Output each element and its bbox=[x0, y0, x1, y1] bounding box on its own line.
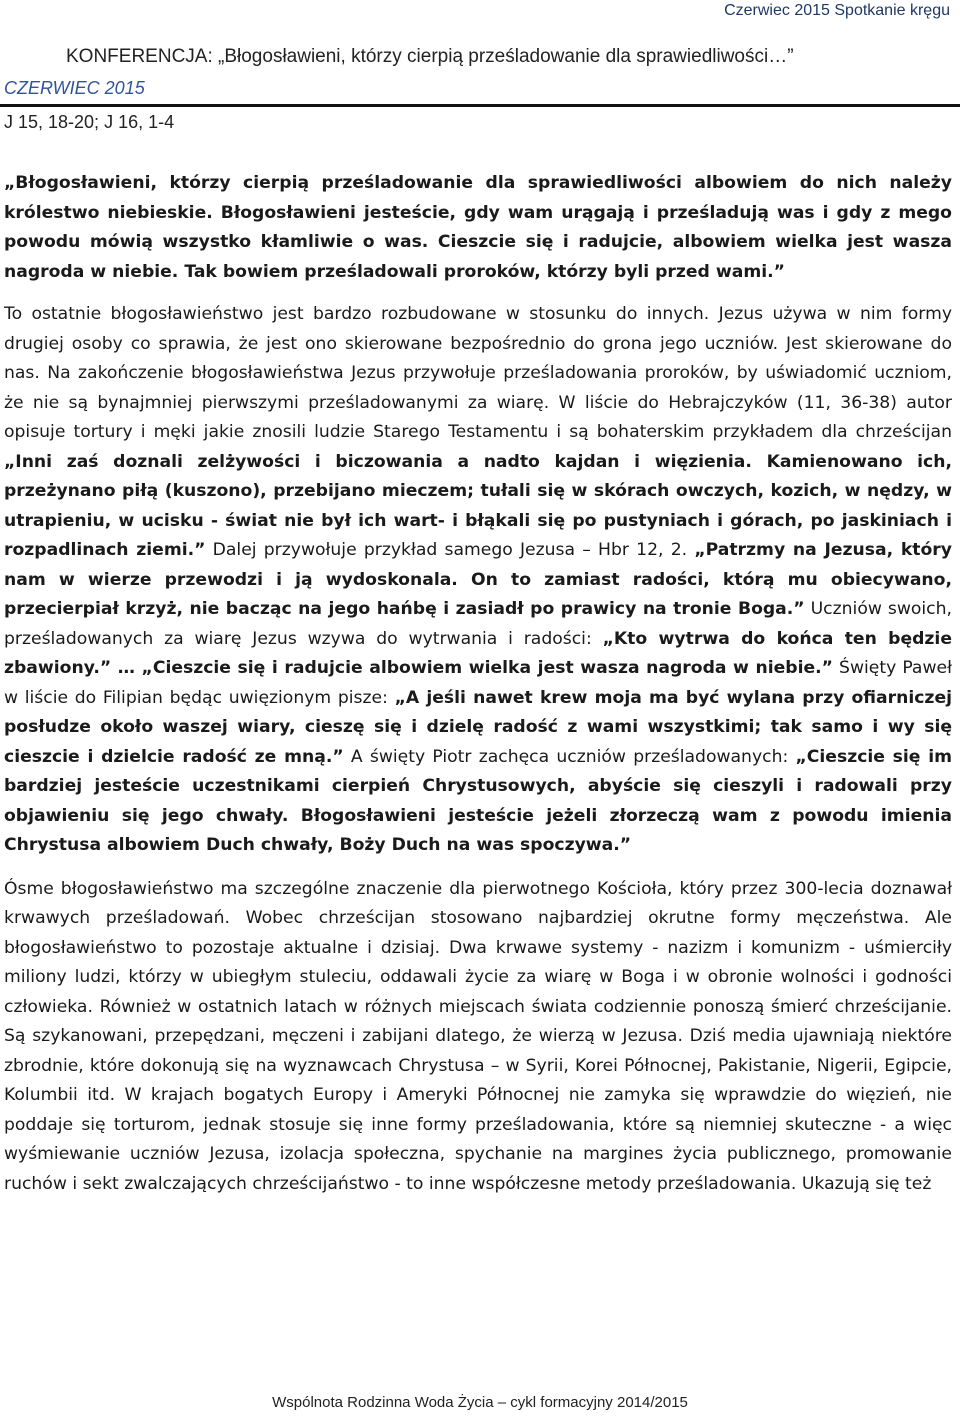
commentary-paragraph bbox=[4, 300, 952, 861]
commentary-text-4: Święty Paweł w liście do Filipian będąc uwięzionym pisze: bbox=[4, 658, 952, 708]
persecution-text: Ósme błogosławieństwo ma szczególne znaczenie dla pierwotnego Kościoła, który przez 300-lecia doznawał krwawych prześladowań. Wobec chrześcijan stosowano najbardziej okrutne formy męczeństwa. Ale błogosławieństwo to pozostaje aktualne i dzisiaj. Dwa krwawe systemy - nazizm i komunizm - uśmierciły miliony ludzi, którzy w ubiegłym stuleciu, oddawali życie za wiarę w Boga i w obronie wolności i godności człowieka. Również w ostatnich latach w różnych miejscach świata codziennie ponoszą śmierć chrześcijanie. Są szykanowani, przepędzani, męczeni i zabijani dlatego, że wierzą w Jezusa. Dziś media ujawniają niektóre zbrodnie, które dokonują się na wyznawcach Chrystusa – w Syrii, Korei Północnej, Pakistanie, Nigerii, Egipcie, Kolumbii itd. W krajach bogatych Europy i Ameryki Północnej nie zamyka się wprawdzie do więzień, nie poddaje się torturom, jednak stosuje się inne formy prześladowania, które są niemniej skuteczne - a więc wyśmiewanie uczniów Jezusa, izolacja społeczna, spychanie na margines życia publicznego, promowanie ruchów i sekt zwalczających chrześcijaństwo - to inne współczesne metody prześladowania. Ukazują się też bbox=[4, 878, 952, 1194]
hebrews-quote: „Inni zaś doznali zelżywości i biczowania a nadto kajdan i więzienia. Kamienowano ich, przeżynano piłą (kuszono), przebijano mieczem; tułali się w skórach owczych, kozich, w nędzy, w utrapieniu, w ucisku - świat nie był ich wart- i błąkali się po pustyniach i górach, po jaskiniach i rozpadlinach ziemi.” bbox=[4, 451, 952, 560]
page-header: Czerwiec 2015 Spotkanie kręgu bbox=[724, 2, 950, 19]
persecution-paragraph bbox=[4, 875, 952, 1200]
month-label: CZERWIEC 2015 bbox=[4, 78, 145, 98]
philippians-quote: „A jeśli nawet krew moja ma być wylana przy ofiarniczej posłudze około waszej wiary, cieszę się i dzielę radość z wami wszystkimi; tak samo i wy się cieszcie i dzielcie radość ze mną.” bbox=[4, 687, 952, 767]
hebrews-12-quote: „Patrzmy na Jezusa, który nam w wierze przewodzi i ją wydoskonala. On to zamiast radości, którą mu obiecywano, przecierpiał krzyż, nie bacząc na jego hańbę i zasiadł po prawicy na tronie Boga.” bbox=[4, 540, 952, 619]
opening-quote-paragraph bbox=[4, 169, 952, 287]
conference-title: KONFERENCJA: „Błogosławieni, którzy cierpią prześladowanie dla sprawiedliwości…” bbox=[66, 46, 794, 67]
header-divider bbox=[0, 104, 960, 107]
endurance-quote: „Kto wytrwa do końca ten będzie zbawiony.” … „Cieszcie się i radujcie albowiem wielka jest wasza nagroda w niebie.” bbox=[4, 628, 952, 678]
commentary-text-2: Dalej przywołuje przykład samego Jezusa – Hbr 12, 2. bbox=[205, 540, 695, 560]
commentary-text-1: To ostatnie błogosławieństwo jest bardzo rozbudowane w stosunku do innych. Jezus używa w nim formy drugiej osoby co sprawia, że jest ono skierowane bezpośrednio do grona jego uczniów. Jest skierowane do nas. Na zakończenie błogosławieństwa Jezus przywołuje prześladowania proroków, by uświadomić uczniom, że nie są bynajmniej pierwszymi prześladowanymi za wiarę. W liście do Hebrajczyków (11, 36-38) autor opisuje tortury i męki jakie znosili ludzie Starego Testamentu i są bohaterskim przykładem dla chrześcijan bbox=[4, 304, 952, 442]
scripture-reference: J 15, 18-20; J 16, 1-4 bbox=[4, 112, 175, 132]
commentary-text-5: A święty Piotr zachęca uczniów prześladowanych: bbox=[343, 746, 796, 767]
peter-quote: „Cieszcie się im bardziej jesteście uczestnikami cierpień Chrystusowych, abyście się cieszyli i radowali przy objawieniu się jego chwały. Błogosławieni jesteście jeżeli złorzeczą wam z powodu imienia Chrystusa albowiem Duch chwały, Boży Duch na was spoczywa.” bbox=[4, 746, 953, 855]
document-body bbox=[4, 169, 952, 1213]
page-footer: Wspólnota Rodzinna Woda Życia – cykl formacyjny 2014/2015 bbox=[272, 1394, 688, 1411]
beatitude-quote: „Błogosławieni, którzy cierpią prześladowanie dla sprawiedliwości albowiem do nich należy królestwo niebieskie. Błogosławieni jesteście, gdy wam urągają i prześladują was i gdy z mego powodu mówią wszystko kłamliwie o was. Cieszcie się i radujcie, albowiem wielka jest wasza nagroda w niebie. Tak bowiem prześladowali proroków, którzy byli przed wami.” bbox=[4, 173, 952, 282]
commentary-text-3: Uczniów swoich, prześladowanych za wiarę Jezus wzywa do wytrwania i radości: bbox=[4, 599, 952, 649]
